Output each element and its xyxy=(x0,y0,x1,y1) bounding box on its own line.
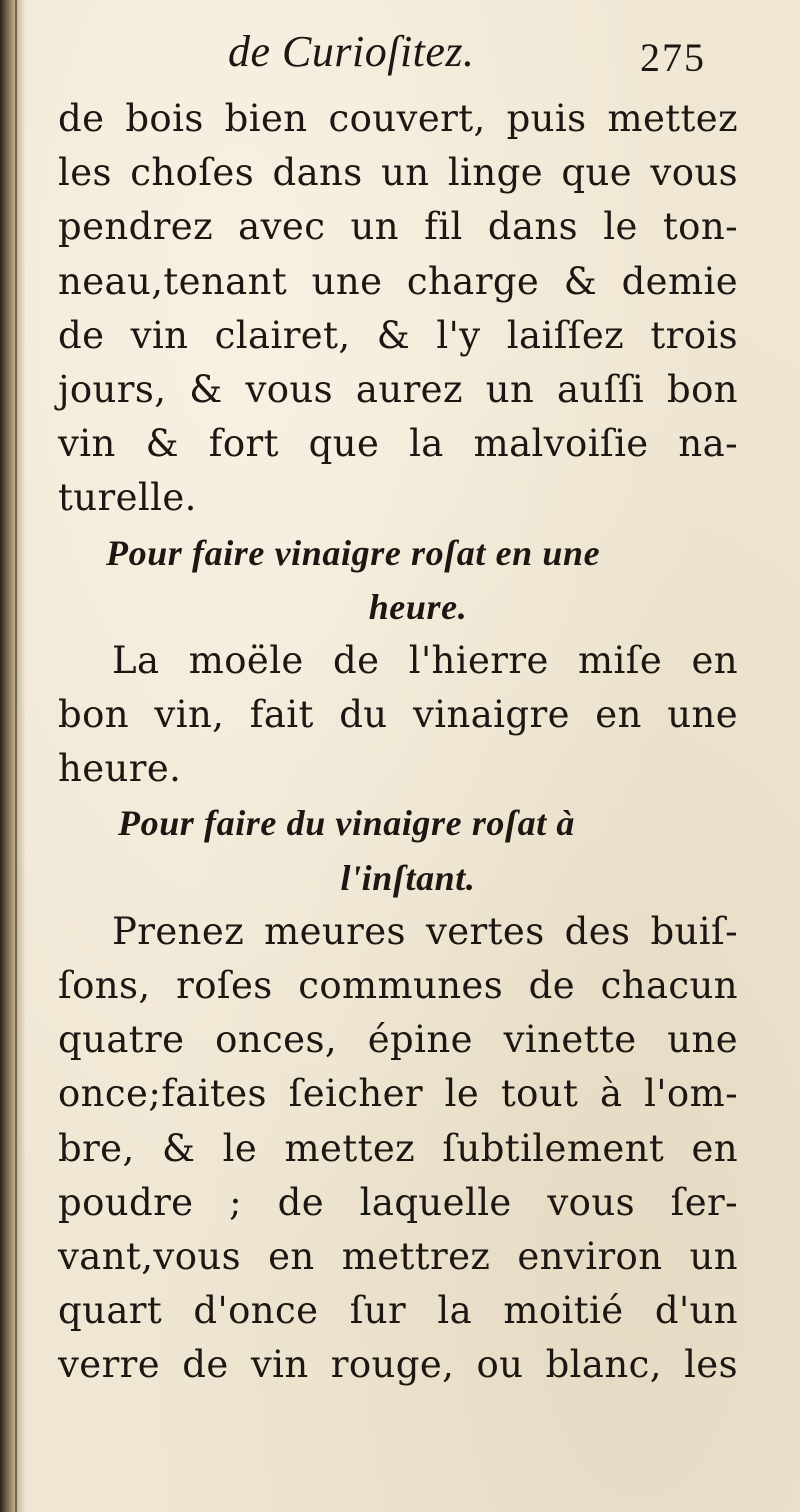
recipe-heading-1 xyxy=(58,526,738,634)
paragraph-continuation xyxy=(58,92,738,526)
text-line: ſons, roſes communes de chacun xyxy=(58,964,738,1007)
gutter-shadow xyxy=(0,0,26,1512)
text-line: de bois bien couvert, puis mettez xyxy=(58,97,738,140)
text-line: quart d'once ſur la moitié d'un xyxy=(58,1289,738,1333)
text-line: heure. xyxy=(58,747,182,791)
text-line: neau,tenant une charge & demie xyxy=(58,259,738,303)
text-line: vin & fort que la malvoiſie na- xyxy=(58,422,738,466)
text-line: les choſes dans un linge que vous xyxy=(58,151,738,195)
text-line: quatre onces, épine vinette une xyxy=(58,1018,738,1062)
heading-line: heure. xyxy=(368,586,468,627)
recipe-paragraph-1 xyxy=(58,634,738,797)
text-block xyxy=(58,92,738,1393)
heading-line: Pour faire vinaigre roſat en une xyxy=(106,532,601,573)
text-line: bre, & le mettez ſubtilement en xyxy=(58,1126,738,1170)
text-line: Prenez meures vertes des buiſ- xyxy=(112,909,738,953)
page-header xyxy=(0,22,800,92)
text-line: vant,vous en mettrez environ un xyxy=(58,1234,738,1278)
gutter-line xyxy=(15,0,17,1512)
heading-line: Pour faire du vinaigre roſat à xyxy=(118,803,576,844)
text-line: turelle. xyxy=(58,476,197,520)
text-line: de vin clairet, & l'y laiſſez trois xyxy=(58,313,738,357)
text-line: verre de vin rouge, ou blanc, les xyxy=(58,1343,738,1387)
text-line: poudre ; de laquelle vous ſer- xyxy=(58,1180,738,1224)
recipe-paragraph-2 xyxy=(58,905,738,1393)
page-number: 275 xyxy=(640,35,706,80)
text-line: jours, & vous aurez un auſſi bon xyxy=(58,367,738,411)
heading-line: l'inſtant. xyxy=(340,857,476,898)
text-line: once;faites ſeicher le tout à l'om- xyxy=(58,1072,738,1116)
text-line: La moële de l'hierre miſe en xyxy=(112,638,738,682)
running-title: de Curioſitez. xyxy=(228,27,475,76)
recipe-heading-2 xyxy=(58,796,738,904)
text-line: bon vin, fait du vinaigre en une xyxy=(58,693,738,737)
text-line: pendrez avec un fil dans le ton- xyxy=(58,205,738,249)
